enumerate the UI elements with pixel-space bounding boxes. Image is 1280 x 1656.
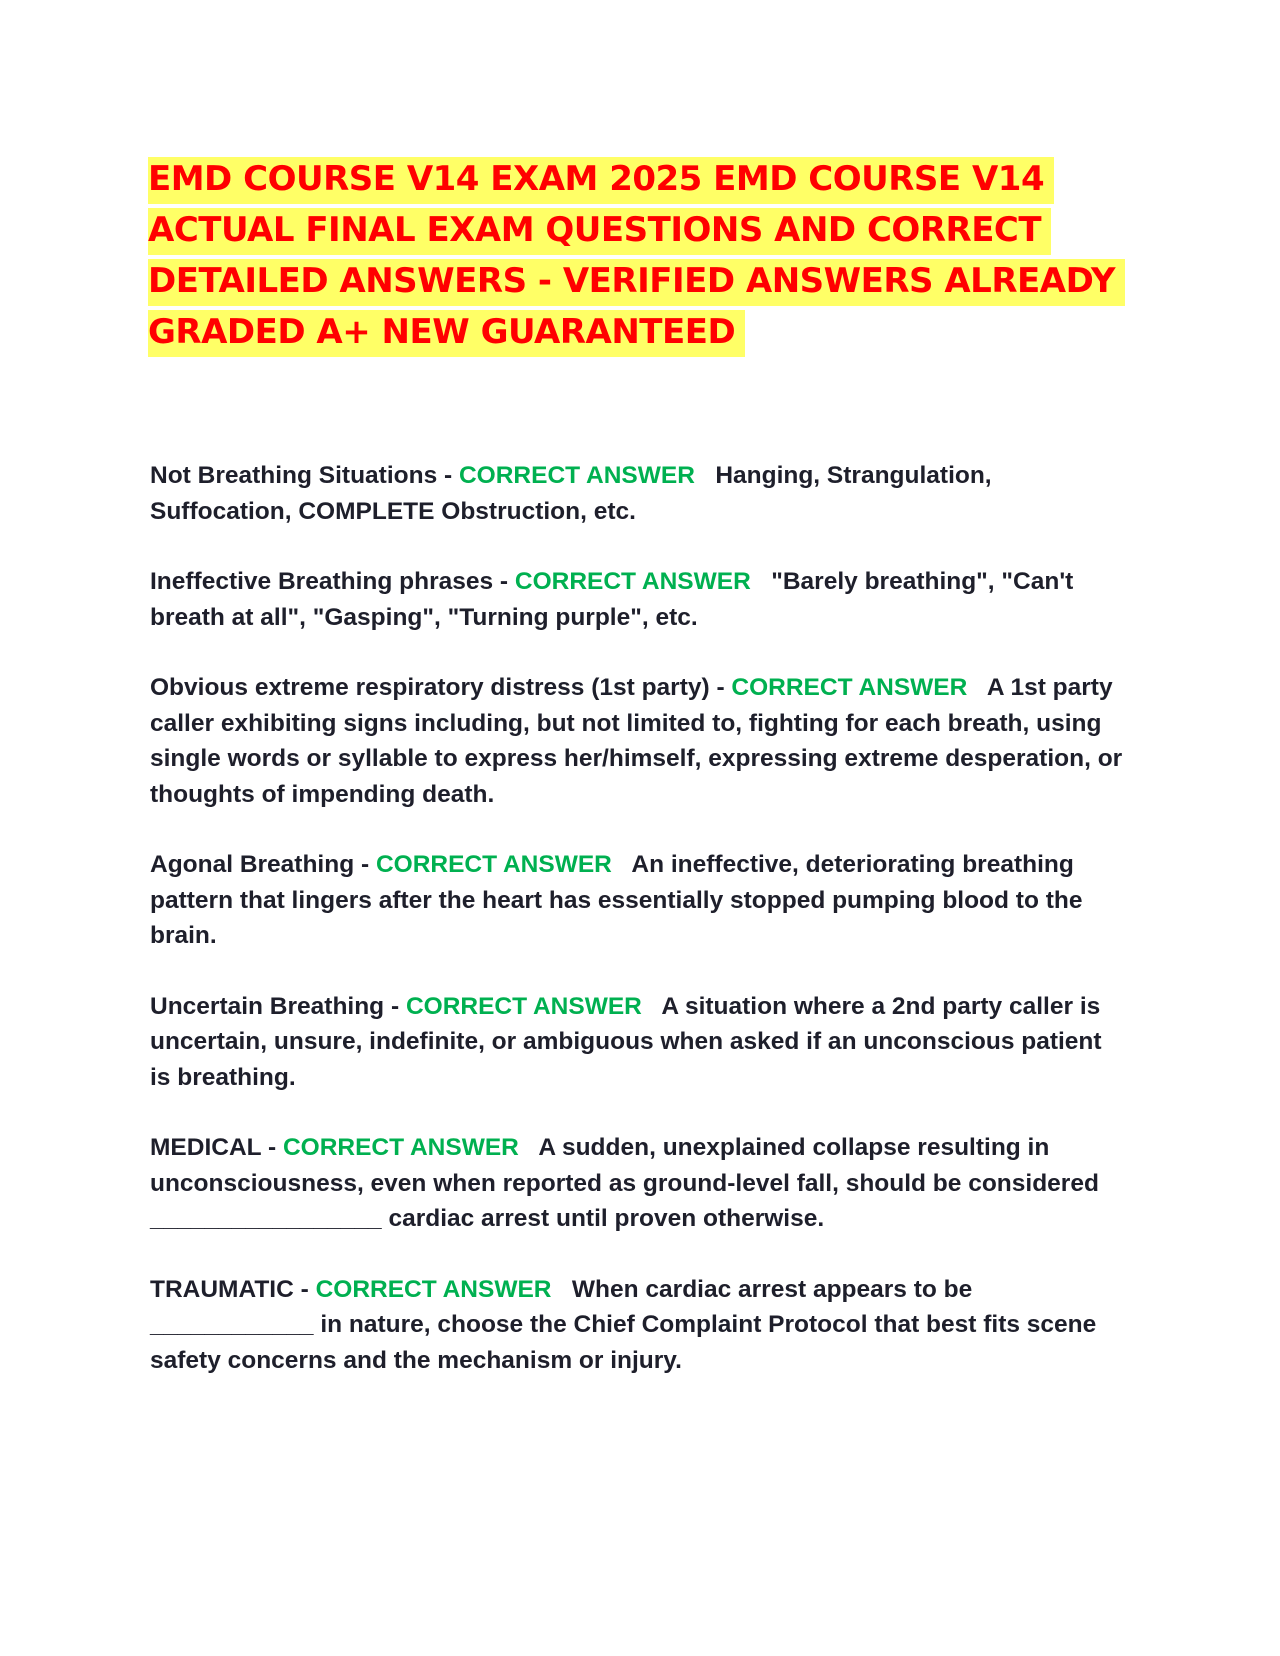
correct-answer-label: CORRECT ANSWER [282, 1134, 519, 1161]
qa-term: Ineffective Breathing phrases - [150, 568, 515, 595]
document-title-text: EMD COURSE V14 EXAM 2025 EMD COURSE V14 ACTUAL FINAL EXAM QUESTIONS AND CORRECT DETAILED ANSWERS - VERIFIED ANSWERS ALREADY GRADED A+ NEW GUARANTEED [148, 157, 1125, 357]
correct-answer-label: CORRECT ANSWER [731, 674, 968, 701]
qa-list [150, 458, 1125, 1413]
qa-entry [150, 989, 1125, 1096]
qa-term: TRAUMATIC - [150, 1275, 316, 1303]
correct-answer-label: CORRECT ANSWER [375, 851, 612, 878]
qa-answer: "Barely breathing", "Can't breath at all", "Gasping", "Turning purple", etc. [150, 568, 1074, 631]
qa-entry [150, 847, 1125, 954]
correct-answer-label: CORRECT ANSWER [315, 1275, 552, 1303]
qa-answer: An ineffective, deteriorating breathing pattern that lingers after the heart has essentially stopped pumping blood to the brain. [150, 851, 1083, 949]
qa-term: Obvious extreme respiratory distress (1st party) - [150, 674, 732, 701]
correct-answer-label: CORRECT ANSWER [405, 992, 642, 1020]
qa-answer: A situation where a 2nd party caller is uncertain, unsure, indefinite, or ambiguous when asked if an unconscious patient is breathing. [150, 992, 1102, 1091]
qa-entry [150, 458, 1125, 529]
qa-answer: A 1st party caller exhibiting signs including, but not limited to, fighting for each breath, using single words or syllable to express her/himself, expressing extreme desperation, or thoughts of impending death. [150, 674, 1123, 808]
qa-entry [150, 1272, 1125, 1379]
qa-entry [150, 564, 1125, 635]
qa-term: MEDICAL - [150, 1134, 283, 1161]
document-title [148, 154, 1128, 358]
correct-answer-label: CORRECT ANSWER [458, 462, 695, 489]
qa-answer: When cardiac arrest appears to be ____________ in nature, choose the Chief Complaint Protocol that best fits scene safety concerns and the mechanism or injury. [150, 1275, 1097, 1374]
qa-term: Agonal Breathing - [150, 851, 376, 878]
qa-answer: A sudden, unexplained collapse resulting in unconsciousness, even when reported as ground-level fall, should be considered _________________ cardiac arrest until proven otherwise. [150, 1134, 1099, 1232]
qa-term: Uncertain Breathing - [150, 992, 406, 1020]
qa-entry [150, 1130, 1125, 1237]
qa-entry [150, 670, 1125, 812]
qa-answer: Hanging, Strangulation, Suffocation, COMPLETE Obstruction, etc. [150, 462, 992, 525]
correct-answer-label: CORRECT ANSWER [514, 568, 751, 595]
qa-term: Not Breathing Situations - [150, 462, 459, 489]
